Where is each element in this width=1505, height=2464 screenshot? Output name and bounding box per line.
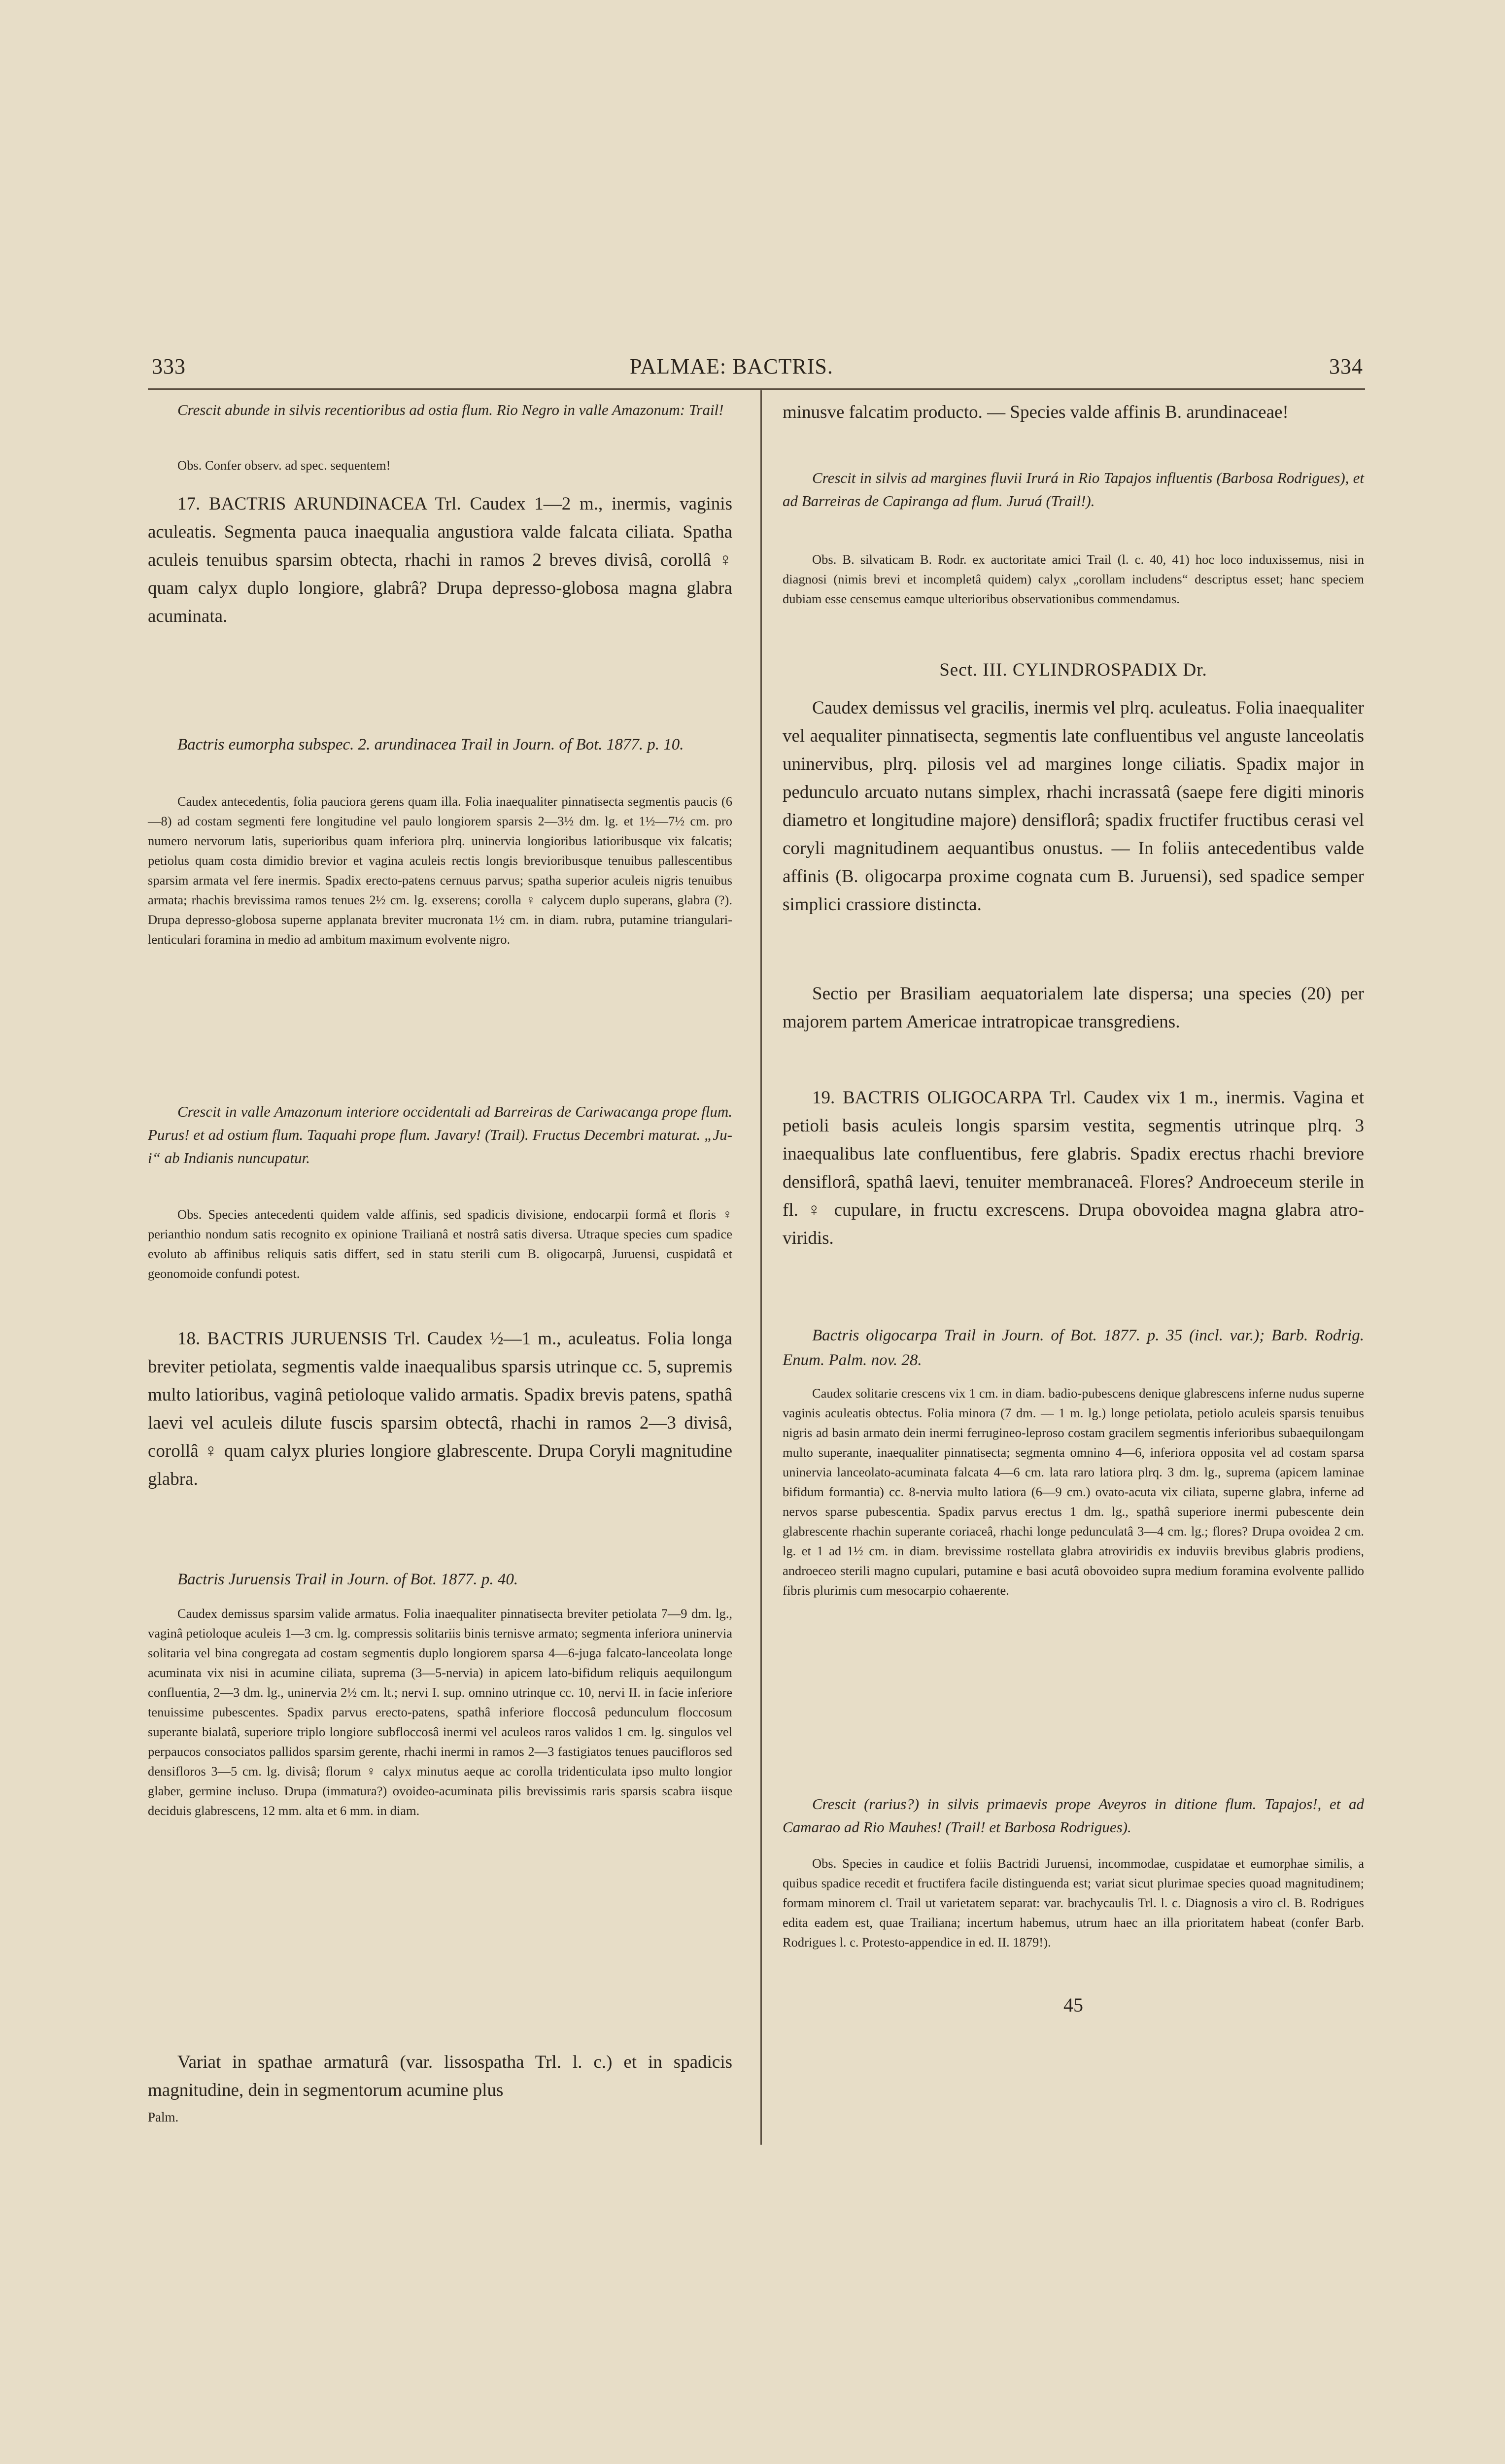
species-18-citation: Bactris Juruensis Trail in Journ. of Bot. 1877. p. 40.: [177, 1571, 518, 1588]
page-number-left: 333: [152, 354, 186, 378]
section-distribution: Sectio per Brasiliam aequatorialem late dispersa; una species (20) per majorem partem Americae intratropicae transgrediens.: [783, 984, 1364, 1032]
species-17-observation: Obs. Species antecedenti quidem valde affinis, sed spadicis divisione, endocarpii formâ et floris ♀ perianthio nondum satis recognito ex opinione Trailianâ et nostrâ satis diversa. Utraque species cum spadice evoluto ab affinibus reliquis satis differt, sed in statu sterili cum B. oligocarpâ, Juruensi, cuspidatâ et geonomoide confundi potest.: [148, 1207, 732, 1281]
running-header: [152, 354, 1363, 383]
page-number-right: 334: [1329, 354, 1363, 378]
species-19-habitat: Crescit (rarius?) in silvis primaevis prope Aveyros in ditione flum. Tapajos!, et ad Camarao ad Rio Mauhes! (Trail! et Barbosa Rodrigues).: [783, 1795, 1364, 1836]
species-18-habitat: Crescit in silvis ad margines fluvii Irurá in Rio Tapajos influentis (Barbosa Rodrigues), et ad Barreiras de Capiranga ad flum. Juruá (Trail!).: [783, 469, 1364, 510]
species-17-diagnosis: 17. BACTRIS ARUNDINACEA Trl. Caudex 1—2 m., inermis, vaginis aculeatis. Segmenta pauca inaequalia angustiora valde falcata ciliata. Spatha aculeis tenuibus sparsim obtecta, rhachi in ramos 2 breves divisâ, corollâ ♀ quam calyx duplo longiore, glabrâ? Drupa depresso-globosa magna glabra acuminata.: [148, 494, 732, 626]
species-19-diagnosis: 19. BACTRIS OLIGOCARPA Trl. Caudex vix 1 m., inermis. Vagina et petioli basis aculeis longis sparsim vestita, segmentis utrinque plrq. 3 inaequalibus late confluentibus, fere glabris. Spadix erectus rhachi breviore densiflorâ, spathâ laevi, tenuiter membranaceâ. Flores? Androeceum sterile in fl. ♀ cupulare, in fructu excrescens. Drupa obovoidea magna glabra atro-viridis.: [783, 1088, 1364, 1248]
running-title: PALMAE: BACTRIS.: [630, 354, 833, 378]
habitat-note: Crescit abunde in silvis recentioribus ad ostia flum. Rio Negro in valle Amazonum: Trail!: [177, 401, 724, 418]
species-18-diagnosis: 18. BACTRIS JURUENSIS Trl. Caudex ½—1 m., aculeatus. Folia longa breviter petiolata, segmentis valde inaequalibus sparsis utrinque cc. 5, supremis multo latioribus, vaginâ petioloque valido armatis. Spadix brevis patens, spathâ laevi vel aculeis dilute fuscis sparsim obtectâ, rhachi in ramos 2—3 divisâ, corollâ ♀ quam calyx pluries longiore glabrescente. Drupa Coryli magnitudine glabra.: [148, 1329, 732, 1489]
header-rule: [148, 388, 1365, 390]
species-19-description: Caudex solitarie crescens vix 1 cm. in diam. badio-pubescens denique glabrescens inferne nudus superne vaginis aculeatis obtectus. Folia minora (7 dm. — 1 m. lg.) longe petiolata, petiolo aculeis sparsis tenuibus nigris ad basin armato dein inermi ferrugineo-leproso costam gracilem segmentis inferioribus subaequilongam multo superante, inaequaliter pinnatisecta; segmenta omnino 4—6, inferiora opposita vel ad costam sparsa uninervia lanceolato-acuminata falcata 4—6 cm. lata raro latiora plrq. 3 dm. lg., suprema (apicem laminae bifidum formantia) cc. 8-nervia multo latiora (6—9 cm.) ovato-acuta vix ciliata, superne glabra, inferne ad nervos sparse pubescentia. Spadix parvus erectus 1 dm. lg., spathâ superiore inermi pubescente dein glabrescente rhachin superante coriaceâ, rhachi longe pedunculatâ 3—4 cm. lg.; flores? Drupa ovoidea 2 cm. lg. et 1 ad 1½ cm. in diam. brevissime rostellata glabra atroviridis ex induviis brevibus glabris prodiens, androeceo sterili magno cupulari, putamine e basi acutâ obovoideo supra medium foramina evolvente pallido fibris plurimis cum mesocarpio cohaerente.: [783, 1386, 1364, 1598]
species-18-observation: Obs. B. silvaticam B. Rodr. ex auctoritate amici Trail (l. c. 40, 41) hoc loco induxissemus, nisi in diagnosi (nimis brevi et incompletâ quidem) calyx „corollam includens“ descriptus esset; hanc speciem dubiam esse censemus eamque ulterioribus observationibus commendamus.: [783, 552, 1364, 606]
species-17-citation: Bactris eumorpha subspec. 2. arundinacea Trail in Journ. of Bot. 1877. p. 10.: [177, 736, 684, 753]
signature-number: 45: [1063, 1994, 1083, 2016]
species-18-continued: minusve falcatim producto. — Species valde affinis B. arundinaceae!: [783, 402, 1289, 422]
observation-note: Obs. Confer observ. ad spec. sequentem!: [177, 458, 391, 473]
section-description: Caudex demissus vel gracilis, inermis vel plrq. aculeatus. Folia inaequaliter vel aequaliter pinnatisecta, segmentis late confluentibus vel anguste lanceolatis uninervibus, plrq. pilosis vel ad margines longe ciliatis. Spadix major in pedunculo arcuato nutans simplex, rhachi incrassatâ (saepe fere digiti minoris diametro et longitudine majore) densiflorâ; spadix fructifer fructibus cerasi vel coryli magnitudinem aequantibus onustus. — In foliis antecedentibus valde affinis (B. oligocarpa proxime cognata cum B. Juruensi), sed spadice semper simplici crassiore distincta.: [783, 698, 1364, 915]
species-19-observation: Obs. Species in caudice et foliis Bactridi Juruensi, incommodae, cuspidatae et eumorphae similis, a quibus spadice recedit et fructifera facile distinguenda est; variat sicut plurimae species quoad magnitudinem; formam minorem cl. Trail ut varietatem separat: var. brachycaulis Trl. l. c. Diagnosis a viro cl. B. Rodrigues edita eadem est, quae Trailiana; incertum habemus, utrum haec an illa prioritatem habeat (confer Barb. Rodrigues l. c. Protesto-appendice in ed. II. 1879!).: [783, 1856, 1364, 1950]
species-18-variation: Variat in spathae armaturâ (var. lissospatha Trl. l. c.) et in spadicis magnitudine, dein in segmentorum acumine plus: [148, 2052, 732, 2100]
species-17-description: Caudex antecedentis, folia pauciora gerens quam illa. Folia inaequaliter pinnatisecta segmentis paucis (6—8) ad costam segmenti fere longitudine vel paulo longiorem sparsis 2—3½ dm. lg. et 1½—7½ cm. pro numero nervorum latis, superioribus quam inferiora plrq. uninervia longioribus latioribusque vix falcatis; petiolus quam costa dimidio brevior et vagina aculeis rectis longis brevioribusque tenuibus pallescentibus sparsim armata vel fere inermis. Spadix erecto-patens cernuus parvus; spatha superior aculeis nigris tenuibus armata; rhachis brevissima ramos tenues 2½ cm. lg. exserens; corolla ♀ calycem duplo superans, glabra (?). Drupa depresso-globosa superne applanata breviter mucronata 1½ cm. in diam. rubra, putamine triangulari-lenticulari foramina in medio ad ambitum maximum evolvente nigro.: [148, 794, 732, 947]
column-divider: [760, 390, 762, 2145]
species-19-citation: Bactris oligocarpa Trail in Journ. of Bot. 1877. p. 35 (incl. var.); Barb. Rodrig. Enum. Palm. nov. 28.: [783, 1327, 1364, 1369]
species-17-habitat: Crescit in valle Amazonum interiore occidentali ad Barreiras de Cariwacanga prope flum. Purus! et ad ostium flum. Taquahi prope flum. Javary! (Trail). Fructus Decembri maturat. „Ju-i“ ab Indianis nuncupatur.: [148, 1103, 732, 1166]
right-column: [783, 398, 1364, 2019]
section-heading: Sect. III. CYLINDROSPADIX Dr.: [939, 660, 1207, 680]
species-18-description: Caudex demissus sparsim valide armatus. Folia inaequaliter pinnatisecta breviter petiolata 7—9 dm. lg., vaginâ petioloque aculeis 1—3 cm. lg. compressis solitariis binis ternisve armato; segmenta inferiora uninervia solitaria vel bina congregata ad costam segmentis duplo longiorem sparsa 4—6-juga falcato-lanceolata longe acuminata vix nisi in acumine ciliata, suprema (3—5-nervia) in apicem lato-bifidum reliquis aequilongum confluentia, 2—3 dm. lg., uninervia 2½ cm. lt.; nervi I. sup. omnino utrinque cc. 10, nervi II. in facie inferiore tenuissime pubescentes. Spadix parvus erecto-patens, spathâ inferiore floccosâ pedunculum floccosum superante bialatâ, superiore triplo longiore subfloccosâ inermi vel aculeos raros validos 1 cm. lg. singulos vel perpaucos consociatos pallidos sparsim gerente, rhachi inermi in ramos 2—3 fastigiatos tenues paucifloros sed densifloros 3—5 cm. lg. divisâ; florum ♀ calyx minutus aeque ac corolla tridenticulata ipso multo longior glaber, germine incluso. Drupa (immatura?) ovoideo-acuminata pilis brevissimis raris sparsis scabra iisque deciduis glabrescens, 12 mm. alta et 6 mm. in diam.: [148, 1606, 732, 1818]
signature-mark: Palm.: [148, 2110, 179, 2124]
left-column: [148, 398, 732, 2127]
